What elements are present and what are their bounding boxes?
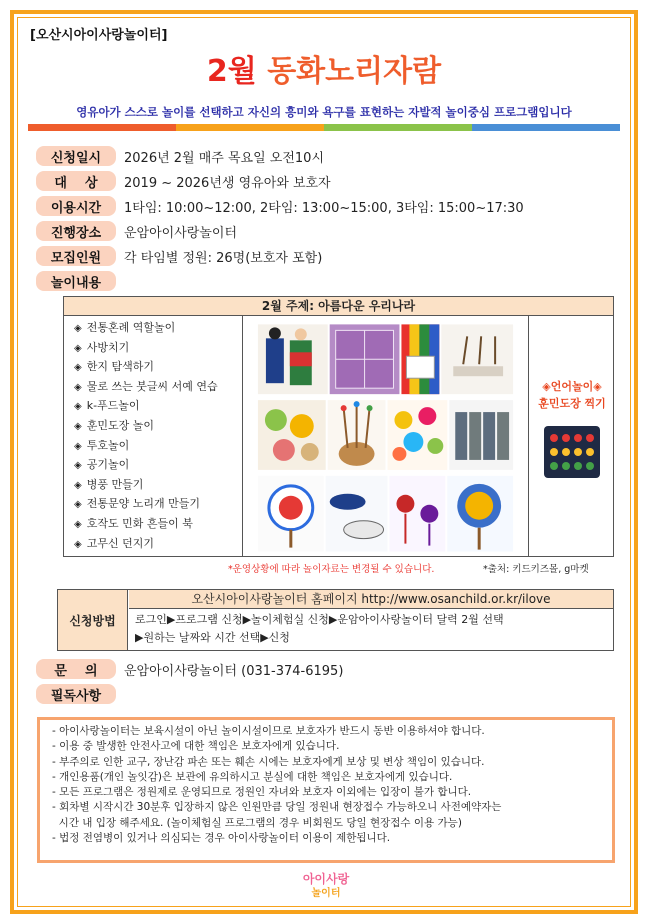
info-label: 대 상	[36, 171, 116, 191]
info-label: 신청일시	[36, 146, 116, 166]
rule-item: - 법정 전염병이 있거나 의심되는 경우 아이사랑놀이터 이용이 제한됩니다.	[52, 832, 391, 845]
list-item: ◈ 한지 탐색하기	[74, 357, 242, 377]
list-item: ◈ 고무신 던지기	[74, 534, 242, 554]
info-label: 진행장소	[36, 221, 116, 241]
list-item: ◈ 물로 쓰는 붓글씨 서예 연습	[74, 377, 242, 397]
activity-photos	[244, 316, 529, 556]
diamond-bullet-icon: ◈	[74, 323, 82, 334]
info-row-apply-date	[36, 146, 324, 166]
program-description: 영유아가 스스로 놀이를 선택하고 자신의 흥미와 욕구를 표현하는 자발적 놀이중심 프로그램입니다	[76, 105, 572, 119]
rule-item: - 개인용품(개인 놀잇감)은 보관에 유의하시고 분실에 대한 책임은 보호자에게 있습니다.	[52, 770, 453, 783]
diamond-bullet-icon: ◈	[74, 479, 82, 491]
list-item: ◈ 투호놀이	[74, 436, 242, 456]
info-value: 운암아이사랑놀이터	[124, 225, 238, 241]
language-play-column	[530, 316, 614, 556]
diamond-bullet-icon: ◈	[74, 362, 82, 374]
info-label: 이용시간	[36, 196, 116, 216]
info-value: 2019 ~ 2026년생 영유아와 보호자	[124, 175, 331, 191]
info-value: 2026년 2월 매주 목요일 오전10시	[124, 150, 325, 166]
info-row-place	[36, 221, 237, 241]
diamond-bullet-icon: ◈	[74, 460, 82, 472]
info-label: 필독사항	[36, 684, 116, 704]
info-label: 문 의	[36, 659, 116, 679]
play-theme: 2월 주제: 아름다운 우리나라	[64, 297, 613, 316]
language-play-title: ◈언어놀이◈	[542, 380, 602, 393]
info-value: 각 타임별 정원: 26명(보호자 포함)	[124, 250, 323, 266]
rubber-shoes-photo	[326, 476, 388, 552]
calligraphy-set-photo	[441, 324, 513, 394]
hopscotch-mat-photo	[330, 324, 400, 394]
language-play-item: 훈민도장 찍기	[538, 397, 606, 410]
svg-text:아이사랑: 아이사랑	[302, 872, 350, 886]
contact-value: 운암아이사랑놀이터 (031-374-6195)	[124, 663, 344, 679]
title-month: 2월	[206, 54, 257, 89]
page-title	[0, 46, 648, 90]
apply-steps	[135, 611, 605, 647]
minhwa-drum-photo	[447, 476, 513, 552]
folding-screen-photo	[449, 400, 513, 470]
rule-item: - 모든 프로그램은 정원제로 운영되므로 정원인 자녀와 보호자 이외에는 입장이 불가 합니다.	[52, 786, 472, 799]
svg-text:놀이터: 놀이터	[311, 888, 341, 899]
accent-color-bar	[28, 124, 620, 131]
playground-logo	[282, 870, 370, 900]
info-row-capacity	[36, 246, 322, 266]
list-item: ◈ 전통혼례 역할놀이	[74, 318, 242, 338]
rule-item: - 부주의로 인한 교구, 장난감 파손 또는 훼손 시에는 보호자에게 보상 및 변상 책임이 있습니다.	[52, 755, 485, 768]
info-row-play	[36, 271, 116, 291]
activity-list	[64, 316, 243, 556]
rule-item: - 회차별 시작시간 30분후 입장하지 않은 인원만큼 당일 정원내 현장접수 가능하오니 사전예약자는	[52, 801, 502, 814]
list-item: ◈ 사방치기	[74, 338, 242, 358]
info-value: 1타임: 10:00~12:00, 2타임: 13:00~15:00, 3타임: 15:00~17:30	[124, 200, 524, 216]
rule-item: - 아이사랑놀이터는 보육시설이 아닌 놀이시설이므로 보호자가 반드시 동반 이용하셔야 합니다.	[52, 725, 485, 737]
info-row-time	[36, 196, 524, 216]
info-row-rules	[36, 684, 116, 704]
info-row-target	[36, 171, 331, 191]
list-item: ◈ 호작도 민화 흔들이 북	[74, 514, 242, 534]
info-label: 놀이내용	[36, 271, 116, 291]
play-content-table	[63, 296, 614, 557]
k-food-toys-photo	[258, 400, 326, 470]
rules-box	[37, 717, 615, 863]
change-notice: *운영상황에 따라 놀이자료는 변경될 수 있습니다.	[228, 564, 435, 575]
list-item: ◈ 전통문양 노리개 만들기	[74, 494, 242, 514]
rule-item: 시간 내 입장 해주세요. (놀이체험실 프로그램의 경우 비회원도 당일 현장접수 이용 가능)	[52, 816, 462, 829]
list-item: ◈ 공기놀이	[74, 455, 242, 475]
info-label: 모집인원	[36, 246, 116, 266]
list-item: ◈ 훈민도장 놀이	[74, 416, 242, 436]
stamp-set-photo	[542, 422, 602, 482]
list-item: ◈ k-푸드놀이	[74, 396, 242, 416]
info-row-contact	[36, 659, 343, 679]
organization-name: [오산시아이사랑놀이터]	[30, 28, 168, 43]
diamond-bullet-icon: ◈	[74, 518, 82, 530]
norigae-photo	[389, 476, 445, 552]
homepage-link[interactable]: 오산시아이사랑놀이터 홈페이지 http://www.osanchild.or.kr/ilove	[129, 590, 613, 609]
rule-item: - 이용 중 발생한 안전사고에 대한 책임은 보호자에게 있습니다.	[52, 740, 340, 753]
gonggi-stones-photo	[387, 400, 447, 470]
hand-drum-photo	[258, 476, 324, 552]
wedding-costume-photo	[258, 324, 328, 394]
apply-steps-line: 로그인▶프로그램 신청▶놀이체험실 신청▶운암아이사랑놀이터 달력 2월 선택	[135, 613, 504, 626]
hanji-paper-photo	[401, 324, 439, 394]
apply-method-label: 신청방법	[58, 590, 128, 650]
diamond-bullet-icon: ◈	[74, 342, 82, 354]
tuho-game-photo	[328, 400, 386, 470]
source-notice: *출처: 키드키즈몰, g마켓	[483, 564, 589, 575]
diamond-bullet-icon: ◈	[74, 538, 82, 550]
list-item: ◈ 병풍 만들기	[74, 475, 242, 495]
diamond-bullet-icon: ◈	[74, 440, 82, 452]
diamond-bullet-icon: ◈	[74, 499, 82, 511]
title-program-name: 동화노리자람	[267, 54, 442, 89]
apply-method-table	[57, 589, 614, 651]
diamond-bullet-icon: ◈	[74, 420, 82, 432]
apply-steps-line: ▶원하는 날짜와 시간 선택▶신청	[135, 631, 290, 644]
diamond-bullet-icon: ◈	[74, 381, 82, 393]
diamond-bullet-icon: ◈	[74, 401, 82, 413]
